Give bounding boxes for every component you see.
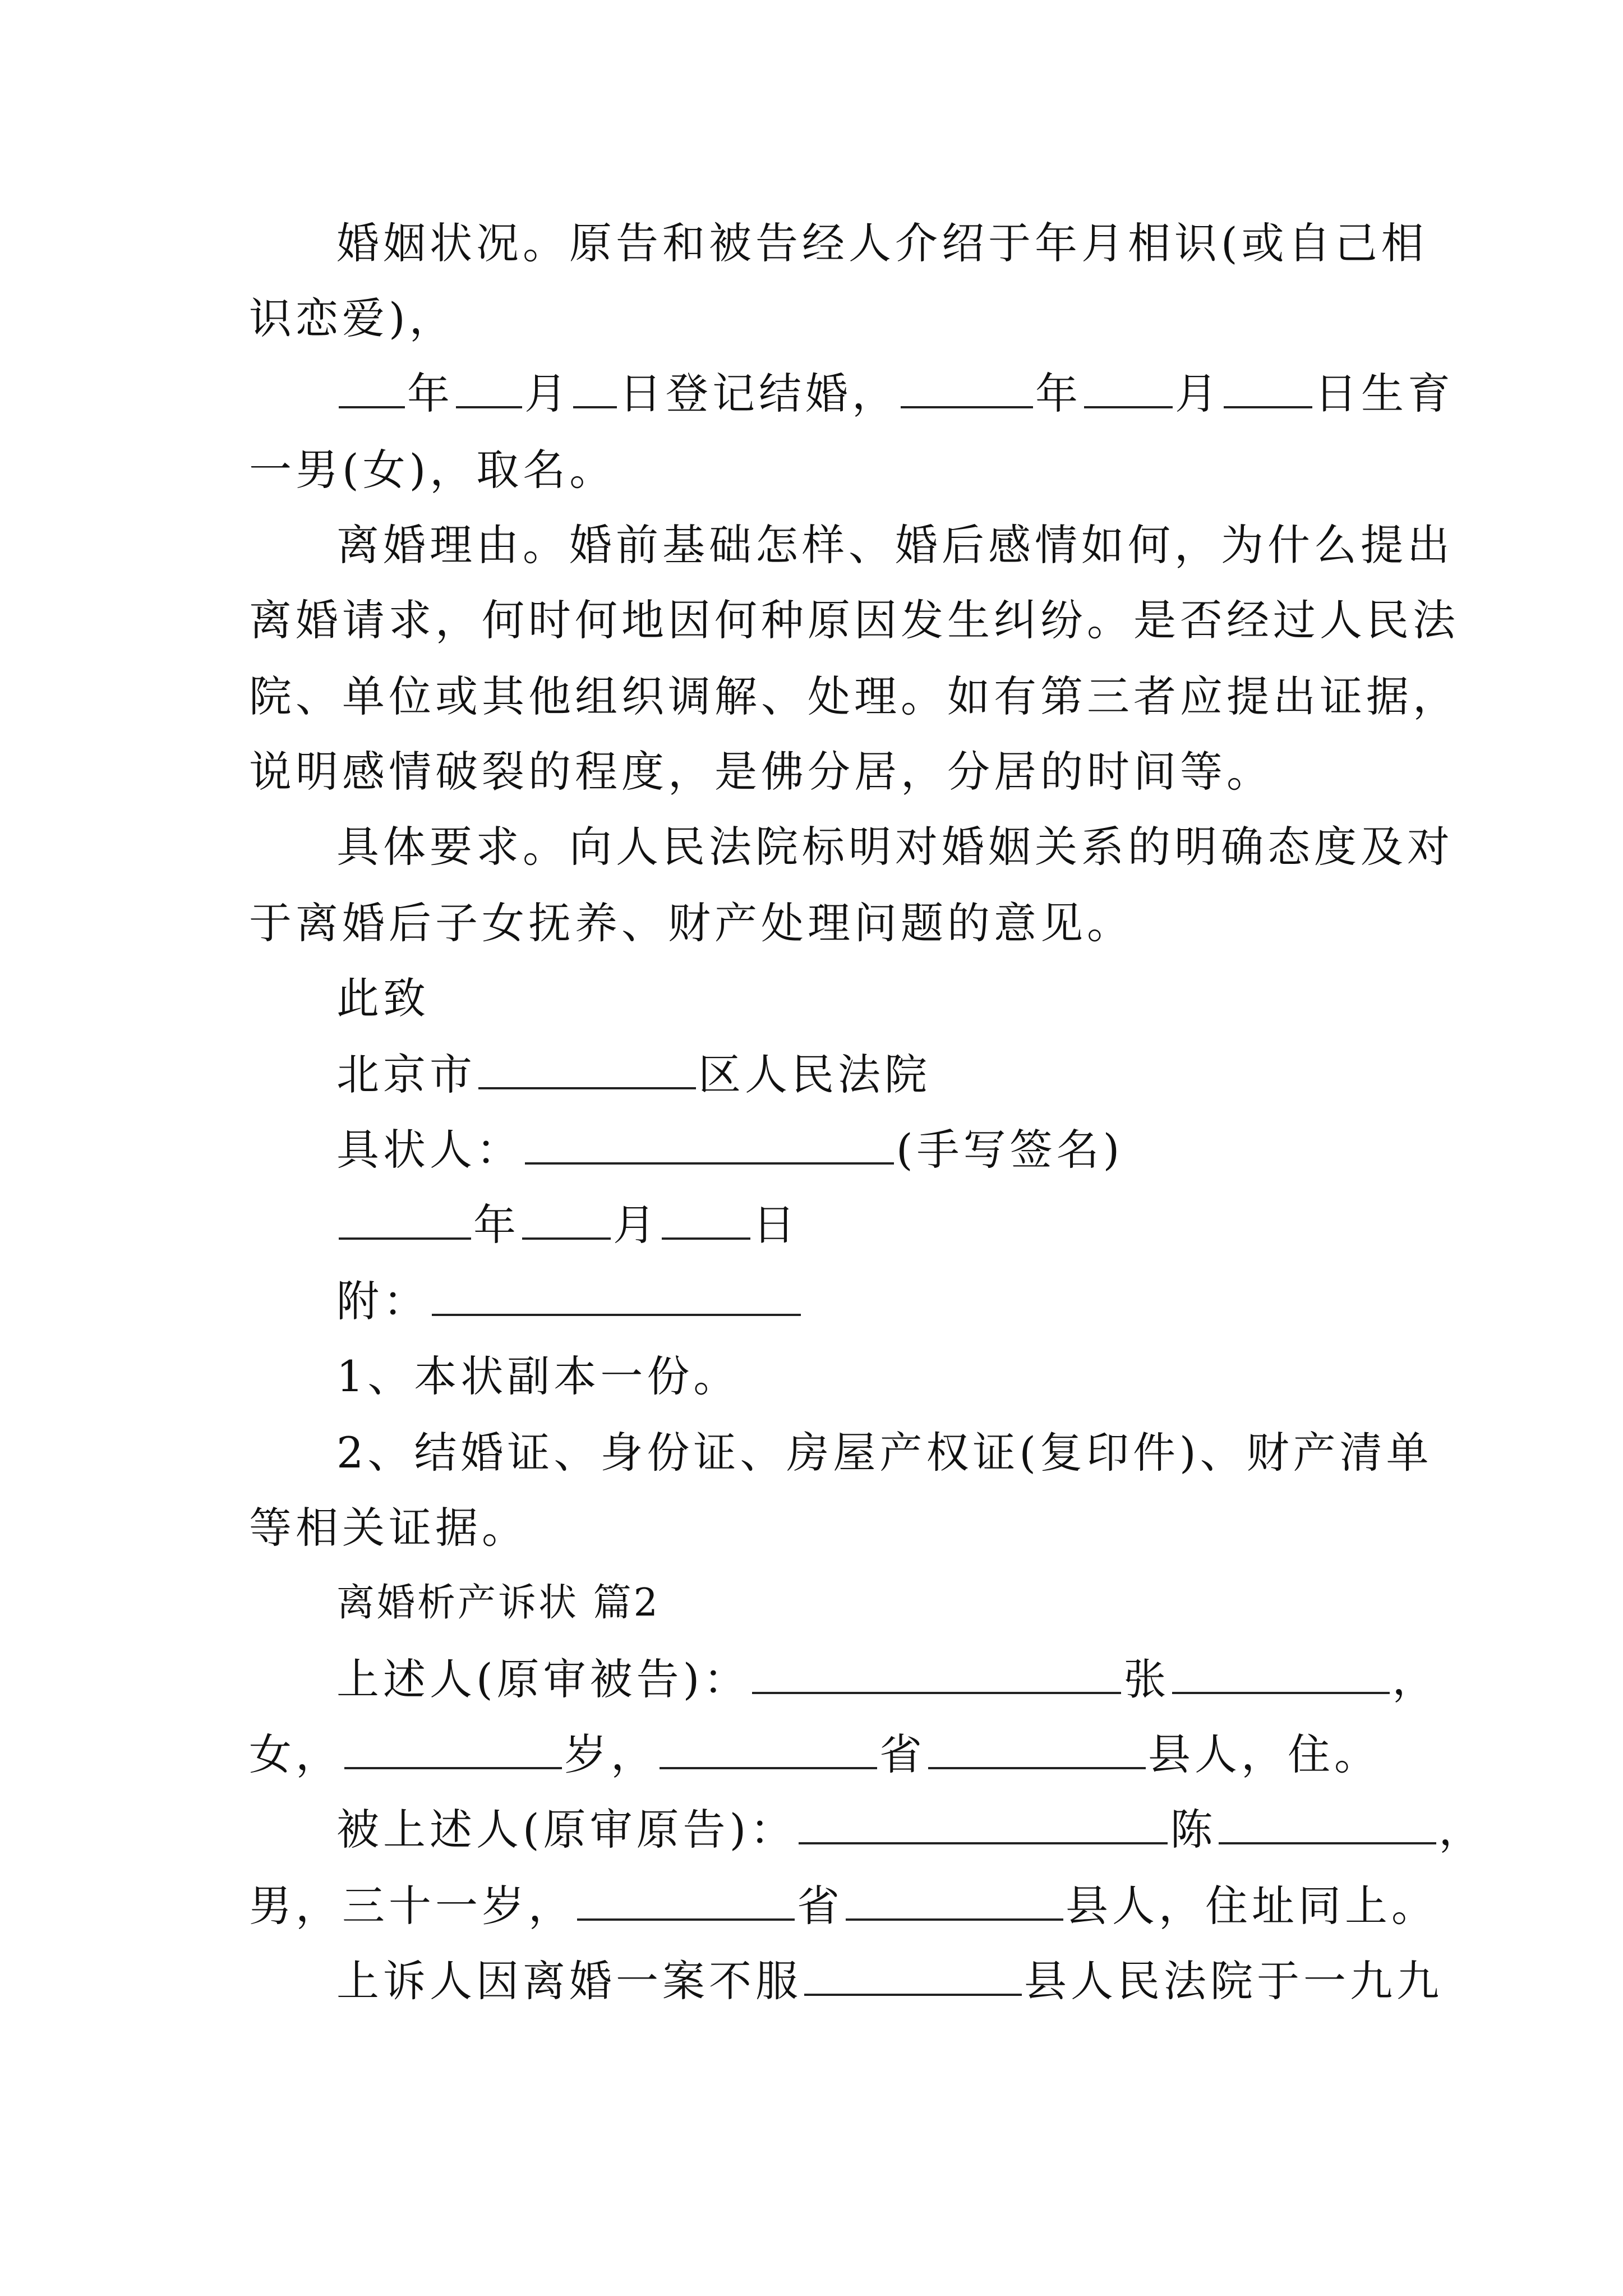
appellant-line [0,1653,1623,1706]
text-line: 离婚理由。婚前基础怎样、婚后感情如何，为什么提出 [336,520,1454,570]
text-line: 等相关证据。 [249,1503,528,1553]
text-segment: 陈 [1170,1805,1217,1855]
text-segment: 女， [249,1729,342,1779]
text-segment: 县人，住。 [1148,1729,1381,1779]
blank-field [339,367,405,408]
text-segment: 附： [336,1276,430,1326]
paragraph-marriage-status [0,217,1623,270]
appellant-details [0,1728,1623,1782]
text-segment: 省 [879,1729,926,1779]
blank-field [799,1803,1168,1844]
text-line-row [0,593,1623,647]
signature-line [0,1123,1623,1177]
text-segment: (手写签名) [896,1125,1124,1175]
text-segment: 县人民法院于一九九 [1024,1956,1443,2006]
text-segment: 被上述人(原审原告)： [336,1805,797,1855]
attachment-item-2 [0,1426,1623,1480]
blank-field [522,1198,611,1240]
attachment-line [0,1274,1623,1328]
salutation [0,972,1623,1025]
blank-field [456,367,522,408]
date-line [0,1198,1623,1252]
blank-field [662,1198,750,1240]
paragraph-divorce-reason [0,518,1623,572]
text-segment: 年 [473,1200,520,1250]
text-line: 说明感情破裂的程度，是佛分居，分居的时间等。 [249,747,1273,797]
text-segment: ， [1438,1805,1486,1855]
text-segment: 岁， [564,1729,657,1779]
text-line: 识恋爱)， [249,293,456,343]
text-segment: 具状人： [336,1125,523,1175]
blank-field [1172,1653,1390,1694]
text-segment: 年 [1035,369,1082,418]
text-segment: 上诉人因离婚一案不服 [336,1956,802,2006]
text-line-row [0,896,1623,950]
text-segment: 县人，住址同上。 [1066,1881,1438,1931]
text-line-row [0,745,1623,799]
text-segment: 日登记结婚， [619,369,898,418]
blank-field [660,1728,877,1769]
text-segment: 区人民法院 [698,1050,931,1099]
court-district-blank [478,1048,696,1089]
paragraph-requests [0,820,1623,874]
appellee-line [0,1803,1623,1857]
text-line: 于离婚后子女抚养、财产处理问题的意见。 [249,898,1133,948]
blank-field [1084,367,1173,408]
text-segment: 月 [524,369,571,418]
text-segment: 年 [407,369,454,418]
blank-field [1224,367,1312,408]
text-line: 婚姻状况。原告和被告经人介绍于年月相识(或自己相 [336,218,1428,268]
text-segment: 日 [753,1200,799,1250]
text-line-row [0,1501,1623,1555]
heading-text: 离婚析产诉状 篇2 [336,1581,660,1625]
blank-field [577,1879,795,1921]
blank-field [339,1198,471,1240]
signature-blank [525,1123,894,1165]
text-line: 具体要求。向人民法院标明对婚姻关系的明确态度及对 [336,822,1454,872]
blank-field [752,1653,1121,1694]
blank-field [1219,1803,1436,1844]
appeal-statement [0,1954,1623,2008]
attachment-item-1 [0,1350,1623,1404]
text-segment: ， [1392,1654,1439,1704]
text-segment: 日生育 [1315,369,1454,418]
text-line: 1、本状副本一份。 [336,1351,740,1401]
paragraph-marriage-status-cont [0,292,1623,346]
paragraph-child [0,443,1623,497]
text-line: 院、单位或其他组织调解、处理。如有第三者应提出证据， [249,671,1459,721]
section-heading [0,1576,1623,1630]
text-line: 离婚请求，何时何地因何种原因发生纠纷。是否经过人民法 [249,595,1459,645]
text-line: 2、结婚证、身份证、房屋产权证(复印件)、财产清单 [336,1428,1433,1478]
blank-field [804,1954,1022,1996]
text-line: 此致 [336,973,430,1023]
appellee-details [0,1879,1623,1933]
text-segment: 月 [613,1200,660,1250]
blank-field [573,367,617,408]
text-segment: 男，三十一岁， [249,1881,575,1931]
text-segment: 月 [1175,369,1221,418]
court-line [0,1048,1623,1102]
text-line-row [0,670,1623,724]
text-segment: 张 [1123,1654,1170,1704]
blank-field [928,1728,1146,1769]
text-segment: 上述人(原审被告)： [336,1654,750,1704]
text-line: 一男(女)，取名。 [249,445,616,495]
text-segment: 北京市 [336,1050,476,1099]
text-segment: 省 [797,1881,843,1931]
blank-field [846,1879,1063,1921]
blank-field [344,1728,562,1769]
attachment-blank [432,1274,801,1316]
paragraph-marriage-date [0,367,1623,421]
blank-field [901,367,1033,408]
